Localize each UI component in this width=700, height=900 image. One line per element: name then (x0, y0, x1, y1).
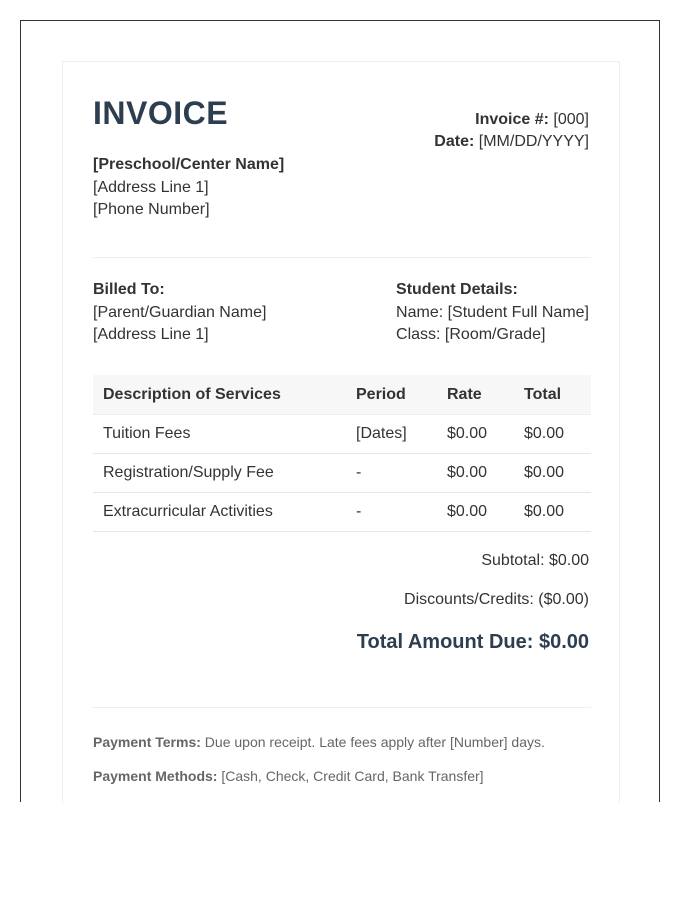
student-name: Name: [Student Full Name] (396, 303, 589, 321)
table-header-row (93, 375, 591, 415)
center-phone: [Phone Number] (93, 201, 210, 218)
column-header-total: Total (514, 375, 591, 415)
divider-top (93, 257, 591, 258)
subtotal: Subtotal: $0.00 (481, 552, 589, 569)
discounts-credits: Discounts/Credits: ($0.00) (404, 591, 589, 608)
center-info (93, 154, 284, 222)
billed-to-name: [Parent/Guardian Name] (93, 303, 267, 321)
cell-total: $0.00 (514, 454, 591, 493)
student-details-heading: Student Details: (396, 281, 518, 298)
invoice-number-line (434, 109, 589, 131)
divider-bottom (93, 707, 591, 708)
cell-rate: $0.00 (437, 493, 514, 532)
invoice-meta (434, 109, 589, 153)
table-row (93, 415, 591, 454)
cell-period: - (346, 493, 437, 532)
column-header-description: Description of Services (93, 375, 346, 415)
totals-block (357, 550, 589, 654)
center-name: [Preschool/Center Name] (93, 156, 285, 173)
table-row (93, 493, 591, 532)
cell-period: [Dates] (346, 415, 437, 454)
payment-methods (93, 768, 484, 784)
payment-terms-label: Payment Terms: (93, 734, 201, 750)
column-header-period: Period (346, 375, 437, 415)
student-details-block (396, 279, 589, 347)
cell-description: Extracurricular Activities (93, 493, 346, 532)
cell-rate: $0.00 (437, 454, 514, 493)
cell-description: Registration/Supply Fee (93, 454, 346, 493)
payment-terms-text: Due upon receipt. Late fees apply after [Number] days. (200, 734, 545, 750)
center-address: [Address Line 1] (93, 178, 209, 196)
invoice-title: INVOICE (93, 95, 229, 131)
table-row (93, 454, 591, 493)
cell-total: $0.00 (514, 493, 591, 532)
invoice-card (62, 61, 620, 803)
billed-to-address: [Address Line 1] (93, 326, 209, 343)
column-header-rate: Rate (437, 375, 514, 415)
cell-description: Tuition Fees (93, 415, 346, 454)
payment-methods-text: [Cash, Check, Credit Card, Bank Transfer] (217, 768, 484, 784)
invoice-date-line (434, 131, 589, 153)
billed-to-heading: Billed To: (93, 281, 165, 298)
services-table (93, 375, 591, 532)
cell-period: - (346, 454, 437, 493)
student-class: Class: [Room/Grade] (396, 326, 546, 343)
cell-total: $0.00 (514, 415, 591, 454)
invoice-date-label: Date: (434, 133, 475, 150)
billed-to-block (93, 279, 266, 347)
invoice-number-value: [000] (553, 111, 589, 128)
total-amount-due: Total Amount Due: $0.00 (356, 631, 589, 653)
cell-rate: $0.00 (437, 415, 514, 454)
payment-methods-label: Payment Methods: (93, 768, 218, 784)
payment-terms (93, 734, 545, 750)
invoice-date-value: [MM/DD/YYYY] (478, 133, 589, 150)
page-frame (20, 20, 660, 802)
invoice-number-label: Invoice #: (475, 111, 549, 128)
